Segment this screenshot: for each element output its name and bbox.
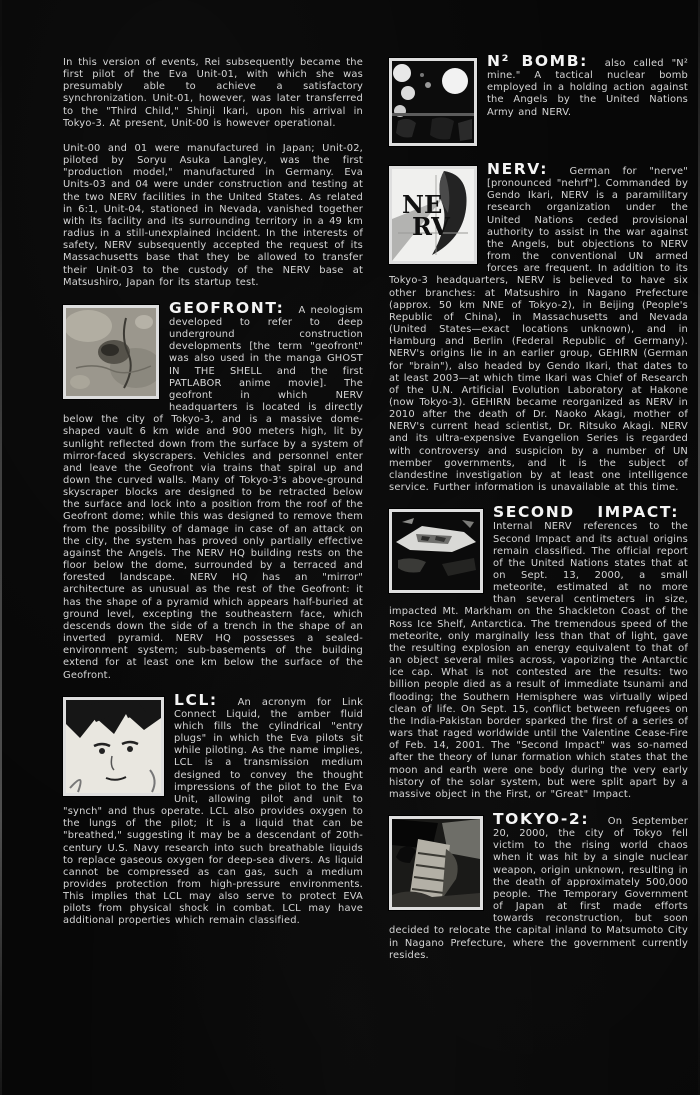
explosion-photo-icon	[392, 61, 474, 143]
svg-text:RV: RV	[412, 212, 450, 241]
tokyo-2-thumbnail	[389, 816, 483, 910]
entry-tokyo-2	[389, 809, 688, 962]
entry-term-second-impact: SECOND IMPACT:	[493, 503, 679, 522]
entry-term-n2-bomb: N² BOMB:	[487, 52, 588, 70]
intro-paragraph-2: Unit-00 and 01 were manufactured in Japan; Unit-02, piloted by Soryu Asuka Langley, was the first "production model," manufactured in Germany. Eva Units-03 and 04 were under construction and testing at the two NERV facilities in the United States. As related in 6:1, Unit-04, stationed in Nevada, vanished together with its facility and its surrounding territory in a 49 km radius in a still-unexplained incident. In the interests of safety, NERV subsequently accepted the request of its Massachusetts base that they be allowed to transfer their Unit-03 to the custody of the NERV base at Matsushiro, Japan for its startup test.	[63, 142, 363, 288]
entry-body-second-impact: Internal NERV references to the Second Impact and its actual origins remain classified. The official report of the United Nations states that at on Sept. 13, 2000, a small meteorite, estimated at no more than several centimeters in size, impacted Mt. Markham on the Shackleton Coast of the Ross Ice Shelf, Antarctica. The tremendous speed of the meteorite, only marginally less than that of light, gave the resulting explosion an energy equivalent to that of an object several miles across, vaporizing the Antarctic ice cap. What is not contested are the results: two billion people died as a result of immediate tsunami and flooding; the Southern Hemisphere was virtually wiped clean of life. On Sept. 15, conflict between refugees on the India-Pakistan border sparked the first of a series of wars that raged worldwide until the Valentine Cease-Fire of Feb. 14, 2001. The "Second Impact" was so-named after the theory of lunar formation which states that the moon and earth were one body during the very early history of the solar system, but were split apart by a massive object in the First, or "Great" Impact.	[389, 521, 688, 800]
intro-paragraph-1: In this version of events, Rei subsequently became the first pilot of the Eva Unit-01, with which she was presumably able to achieve a satisfactory synchronization. Unit-01, however, was later transferred to the "Third Child," Shinji Ikari, upon his arrival in Tokyo-3. At present, Unit-00 is however operational.	[63, 57, 363, 129]
entry-second-impact	[389, 503, 688, 801]
entry-body-lcl: An acronym for Link Connect Liquid, the amber fluid which fills the cylindrical "entry plugs" in which the Eva pilots sit while piloting. As the name implies, LCL is a transmission medium designed to convey the thought impressions of the pilot to the Eva Unit, allowing pilot and unit to "synch" and thus operate. LCL also provides oxygen to the lungs of the pilot; it is a liquid that can be "breathed," suggesting it may be a descendant of 20th-century U.S. Navy research into such breathable liquids to replace gaseous oxygen for deep-sea divers. As liquid cannot be compressed as can gas, such a medium provides protection from high-pressure environments. This implies that LCL may also serve to protect EVA pilots from physical shock in combat. LCL may have additional properties which remain classified.	[63, 696, 363, 927]
left-column	[63, 57, 363, 928]
entry-geofront	[63, 298, 363, 682]
n2-bomb-thumbnail	[389, 58, 477, 146]
entry-nerv	[389, 160, 688, 494]
right-column	[389, 52, 688, 962]
nerv-logo-icon	[392, 169, 474, 261]
aerial-photo-icon	[66, 308, 156, 396]
entry-n2-bomb	[389, 52, 688, 151]
second-impact-thumbnail	[389, 509, 483, 593]
page-edge-left	[0, 0, 2, 1095]
nerv-thumbnail	[389, 166, 477, 264]
destroyed-building-icon	[392, 819, 480, 907]
entry-term-tokyo-2: TOKYO-2:	[493, 809, 590, 828]
manga-face-icon	[66, 700, 161, 793]
entry-term-lcl: LCL:	[174, 690, 218, 709]
entry-body-n2-bomb: also called "N² mine." A tactical nuclear bomb employed in a holding action against the Angels by the United Nations Army and NERV.	[487, 58, 688, 118]
entry-body-nerv: German for "nerve" [pronounced "nehrf"]. Commanded by Gendo Ikari, NERV is a paramilitary research organization under the United Nations ceded provisional authority to assist in the war against the Angels, but objections to NERV from the conventional UN armed forces are frequent. In addition to its Tokyo-3 headquarters, NERV is believed to have six other branches: at Matsushiro in Nagano Prefecture (approx. 50 km NNE of Tokyo-2), in Beijing (People's Republic of China), in Massachusetts and Nevada (United States—exact locations unknown), and in Hamburg and Berlin (Federal Republic of Germany). NERV's origins lie in an earlier group, GEHIRN (German for "brain"), also headed by Gendo Ikari, that dates to at least 2003—at which time Ikari was Chief of Research of the U.N. Artificial Evolution Laboratory at Hakone (now Tokyo-3). GEHIRN became reorganized as NERV in 2010 after the death of Dr. Naoko Akagi, mother of NERV's current head scientist, Dr. Ritsuko Akagi. NERV and its ultra-expensive Evangelion Series is regarded with controversy and suspicion by a number of UN member governments, and it is the subject of clandestine investigation by at least one intelligence service. Further information is unavailable at this time.	[389, 166, 688, 494]
entry-term-geofront: GEOFRONT:	[169, 298, 285, 317]
lcl-thumbnail	[63, 697, 164, 796]
entry-body-tokyo-2: On September 20, 2000, the city of Tokyo fell victim to the rising world chaos when it was hit by a single nuclear weapon, origin unknown, resulting in the death of approximately 500,000 people. The Temporary Government of Japan at first made efforts towards reconstruction, but soon decided to relocate the capital inland to Matsumoto City in Nagano Prefecture, where the government currently resides.	[389, 815, 688, 961]
entry-lcl	[63, 690, 363, 928]
entry-body-geofront: A neologism developed to refer to deep underground construction developments [the term "geofront" was also used in the manga GHOST IN THE SHELL and the first PATLABOR anime movie]. The geofront in which NERV headquarters is located is directly below the city of Tokyo-3, and is a massive dome-shaped vault 6 km wide and 900 meters high, lit by sunlight reflected down from the surface by a system of mirror-faced skyscrapers. Vehicles and personnel enter and leave the Geofront via trains that spiral up and down the curved walls. Many of Tokyo-3's above-ground skyscraper blocks are designed to be retracted below the surface and lock into a position from the roof of the Geofront dome; while this was designed to remove them from the possibility of damage in case of an attack on the city, the system has proved only partially effective against the Angels. The NERV HQ building rests on the floor below the dome, surrounded by a terraced and forested landscape. NERV HQ has an "mirror" architecture as unusual as the rest of the Geofront: it has the shape of a pyramid which appears half-buried at ground level, excepting the southeastern face, which descends down the side of a trench in the shape of an inverted pyramid. NERV HQ possesses a sealed-environment system; sub-basements of the building extend for at least one km below the surface of the Geofront.	[63, 304, 363, 681]
entry-term-nerv: NERV:	[487, 160, 548, 178]
geofront-thumbnail	[63, 305, 159, 399]
svg-text:NE: NE	[402, 190, 443, 219]
antarctic-wreckage-icon	[392, 512, 480, 590]
